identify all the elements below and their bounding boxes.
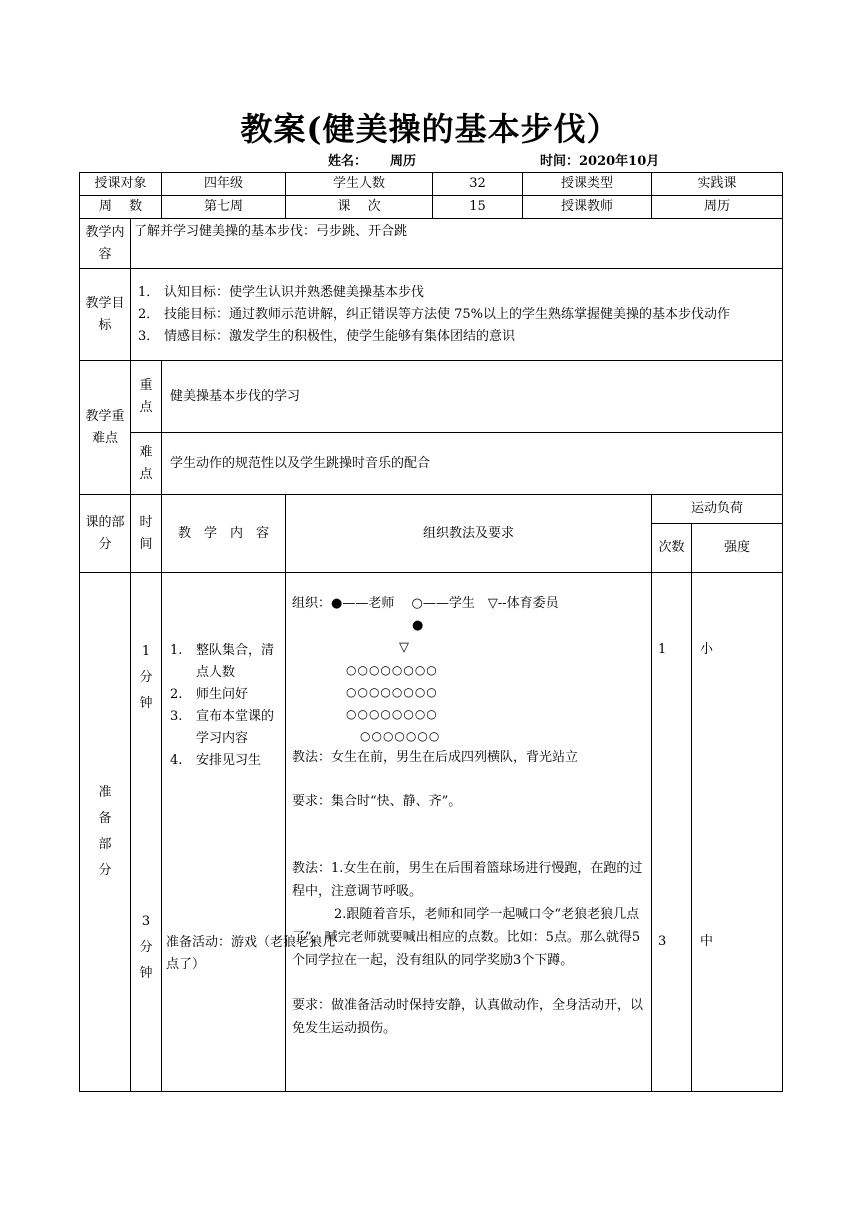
goals-list — [134, 282, 779, 348]
info-cell: 15 — [433, 196, 523, 219]
info-cell: 第七周 — [162, 196, 286, 219]
monitor-symbol: ▽ — [399, 640, 410, 655]
info-cell: 学生人数 — [286, 173, 433, 196]
hard-row — [80, 433, 783, 495]
info-cell: 32 — [433, 173, 523, 196]
goals-label: 教学目标 — [80, 269, 131, 361]
hard-text: 学生动作的规范性以及学生跳操时音乐的配合 — [162, 433, 783, 495]
content-text: 了解并学习健美操的基本步伐：弓步跳、开合跳 — [131, 219, 783, 269]
prep-part — [80, 573, 131, 1092]
method-2b: 2.跟随着音乐，老师和同学一起喊口令“老狼老狼几点了”，喊完老师就要喊出相应的点数。比如：5点。那么就得5个同学拉在一起，没有组队的同学奖励3个下蹲。 — [292, 907, 641, 968]
goals-cell — [131, 269, 783, 361]
info-cell: 课 次 — [286, 196, 433, 219]
key-text: 健美操基本步伐的学习 — [162, 361, 783, 433]
header-times: 次数 — [652, 524, 692, 573]
prep-items-list — [166, 640, 285, 772]
header-method: 组织教法及要求 — [286, 495, 652, 573]
prep-item: 3. 宣布本堂课的学习内容 — [170, 709, 275, 746]
info-cell: 授课对象 — [80, 173, 162, 196]
time-label: 时间：2020年10月 — [540, 154, 660, 169]
prep-item: 4. 安排见习生 — [170, 753, 262, 768]
keypoints-label: 教学重难点 — [80, 361, 131, 495]
count-1: 1 — [658, 642, 667, 657]
formation-row: ○○○○○○○○ — [346, 663, 438, 677]
prep-item: 1. 整队集合，清点人数 — [170, 643, 275, 680]
prep-time-2: 3分钟 — [139, 914, 153, 981]
info-cell: 授课类型 — [523, 173, 652, 196]
formation-row: ○○○○○○○○ — [346, 685, 438, 699]
content-label: 教学内容 — [80, 219, 131, 269]
goal-item: 3． 情感目标：激发学生的积极性，使学生能够有集体团结的意识 — [138, 328, 516, 344]
warmup-content: 准备活动：游戏（老狼老狼几点了） — [166, 935, 336, 972]
prep-part-label: 准备部分 — [98, 785, 112, 878]
info-row-1 — [80, 173, 783, 196]
goal-item: 2． 技能目标：通过教师示范讲解，纠正错误等方法使 75%以上的学生熟练掌握健美操的基本步伐动作 — [138, 306, 731, 322]
method-1: 教法：女生在前，男生在后成四列横队，背光站立 — [292, 750, 579, 765]
header-part: 课的部分 — [80, 495, 131, 573]
teacher-symbol: ● — [412, 618, 424, 633]
name-value: 周历 — [390, 154, 417, 169]
document-title: 教案(健美操的基本步伐） — [240, 110, 620, 148]
key-row — [80, 361, 783, 433]
info-cell: 实践课 — [652, 173, 783, 196]
intensity-2: 中 — [700, 934, 714, 949]
org-legend: 组织：●——老师 ○——学生 ▽--体育委员 — [292, 596, 559, 611]
prep-time-1: 1分钟 — [139, 644, 153, 711]
method-2a: 教法：1.女生在前，男生在后围着篮球场进行慢跑，在跑的过程中，注意调节呼吸。 — [292, 861, 643, 899]
header-time: 时间 — [131, 495, 162, 573]
hard-label: 难点 — [131, 433, 162, 495]
info-row-2 — [80, 196, 783, 219]
prep-method-cell — [286, 573, 652, 1092]
prep-item: 2. 师生问好 — [170, 687, 249, 702]
header-row-1 — [80, 495, 783, 524]
content-row — [80, 219, 783, 269]
header-load: 运动负荷 — [652, 495, 783, 524]
goals-row — [80, 269, 783, 361]
prep-count-cell — [652, 573, 692, 1092]
prep-time-cell — [131, 573, 162, 1092]
key-label: 重点 — [131, 361, 162, 433]
header-content: 教 学 内 容 — [162, 495, 286, 573]
formation-row: ○○○○○○○○ — [346, 707, 438, 721]
info-cell: 四年级 — [162, 173, 286, 196]
info-cell: 授课教师 — [523, 196, 652, 219]
info-cell: 周历 — [652, 196, 783, 219]
prep-row — [80, 573, 783, 1092]
lesson-plan-table — [79, 172, 783, 1092]
info-cell: 周 数 — [80, 196, 162, 219]
count-2: 3 — [658, 934, 667, 949]
name-label: 姓名： — [328, 154, 368, 169]
requirement-2: 要求：做准备活动时保持安静，认真做动作，全身活动开，以免发生运动损伤。 — [292, 998, 644, 1036]
prep-intensity-cell — [692, 573, 783, 1092]
requirement-1: 要求：集合时“快、静、齐”。 — [292, 794, 462, 809]
formation-row: ○○○○○○○ — [360, 729, 441, 743]
intensity-1: 小 — [700, 642, 714, 657]
goal-item: 1． 认知目标：使学生认识并熟悉健美操基本步伐 — [138, 284, 425, 300]
header-intensity: 强度 — [692, 524, 783, 573]
prep-content-cell — [162, 573, 336, 1092]
